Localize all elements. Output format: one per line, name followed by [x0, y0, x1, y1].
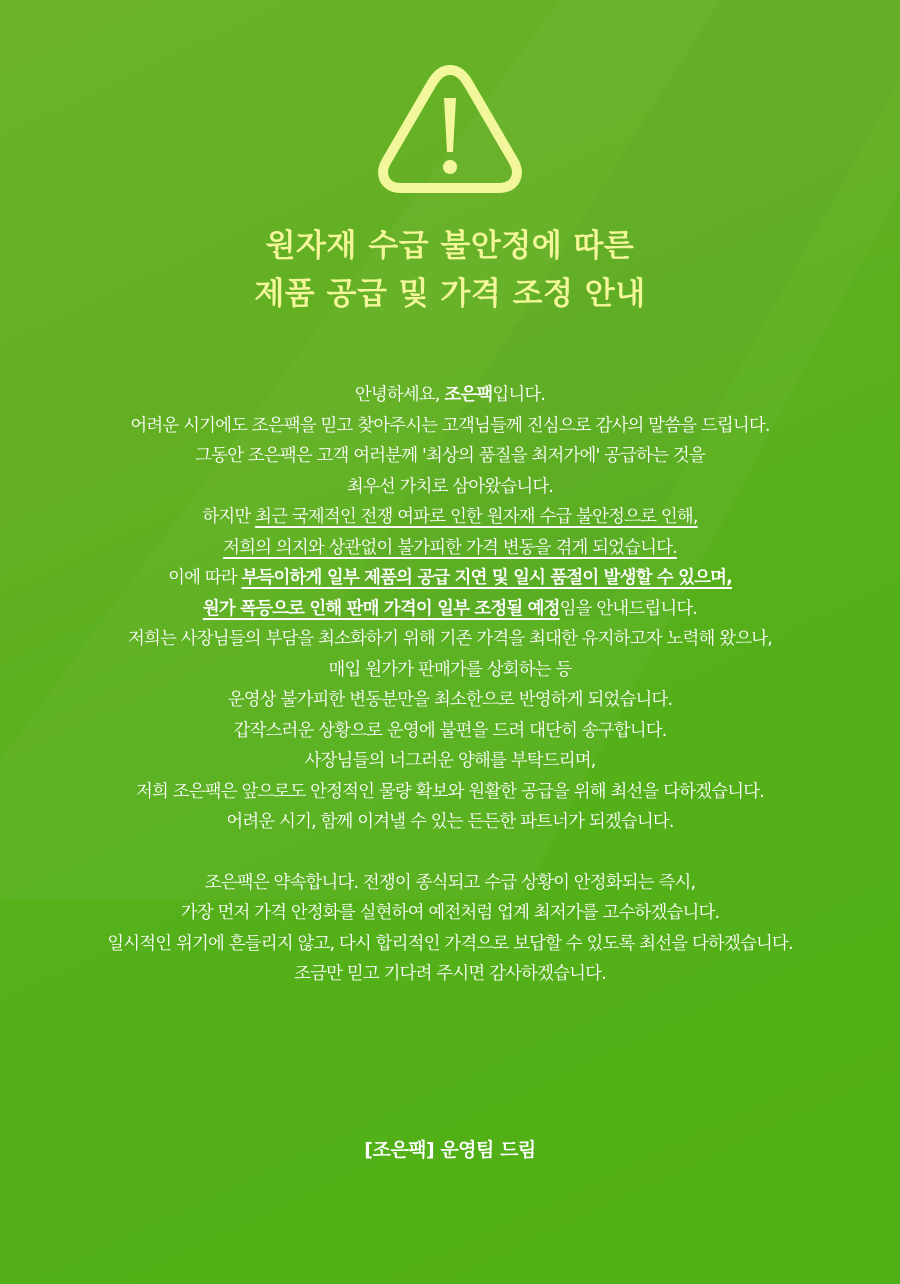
body-line: 가장 먼저 가격 안정화를 실현하여 예전처럼 업계 최저가를 고수하겠습니다.	[180, 903, 720, 923]
brand-name: 조은팩	[444, 385, 493, 405]
body-line: 갑작스러운 상황으로 운영에 불편을 드려 대단히 송구합니다.	[233, 720, 667, 741]
body-line: 사장님들의 너그러운 양해를 부탁드리며,	[304, 751, 596, 771]
body-line: 저희 조은팩은 앞으로도 안정적인 물량 확보와 원활한 공급을 위해 최선을 다하겠습니다.	[136, 781, 764, 802]
body-text: 이에 따라	[168, 568, 242, 588]
body-line	[0, 594, 900, 625]
underlined-text: 최근 국제적인 전쟁 여파로 인한 원자재 수급 불안정으로 인해,	[255, 507, 698, 527]
body-line	[0, 533, 900, 564]
body-line	[0, 502, 900, 533]
body-line: 일시적인 위기에 흔들리지 않고, 다시 합리적인 가격으로 보답할 수 있도록 최선을 다하겠습니다.	[107, 933, 793, 954]
warning-triangle-icon	[374, 58, 526, 200]
body-text: 하지만	[202, 507, 256, 527]
body-line: 최우선 가치로 삼아왔습니다.	[346, 476, 554, 497]
greeting-suffix: 입니다.	[492, 385, 546, 405]
greeting-line	[0, 380, 900, 411]
signature: [조은팩] 운영팀 드림	[364, 1139, 536, 1161]
title-line-2: 제품 공급 및 가격 조정 안내	[254, 276, 646, 312]
greeting-text: 안녕하세요,	[354, 385, 445, 405]
body-line	[0, 563, 900, 594]
underlined-text: 저희의 의지와 상관없이 불가피한 가격 변동을 겪게 되었습니다.	[223, 537, 677, 558]
body-text: 임을 안내드립니다.	[559, 598, 698, 619]
body-line: 매입 원가가 판매가를 상회하는 등	[328, 659, 572, 680]
body-line: 그동안 조은팩은 고객 여러분께 '최상의 품질을 최저가에' 공급하는 것을	[195, 446, 705, 466]
notice-title	[0, 222, 900, 318]
bold-underlined-text: 부득이하게 일부 제품의 공급 지연 및 일시 품절이 발생할 수 있으며,	[241, 568, 732, 588]
paragraph-gap	[0, 838, 900, 868]
body-line: 조은팩은 약속합니다. 전쟁이 종식되고 수급 상황이 안정화되는 즉시,	[204, 872, 696, 893]
body-line: 어려운 시기에도 조은팩을 믿고 찾아주시는 고객님들께 진심으로 감사의 말씀을 드립니다.	[130, 415, 770, 436]
body-line: 조금만 믿고 기다려 주시면 감사하겠습니다.	[294, 964, 606, 984]
notice-body	[0, 380, 900, 990]
body-line: 어려운 시기, 함께 이겨낼 수 있는 든든한 파트너가 되겠습니다.	[226, 812, 674, 832]
body-line: 운영상 불가피한 변동분만을 최소한으로 반영하게 되었습니다.	[227, 690, 673, 710]
title-line-1: 원자재 수급 불안정에 따른	[265, 228, 635, 264]
bold-underlined-text: 원가 폭등으로 인해 판매 가격이 일부 조정될 예정	[202, 598, 560, 619]
body-line: 저희는 사장님들의 부담을 최소화하기 위해 기존 가격을 최대한 유지하고자 노력해 왔으나,	[128, 629, 772, 649]
